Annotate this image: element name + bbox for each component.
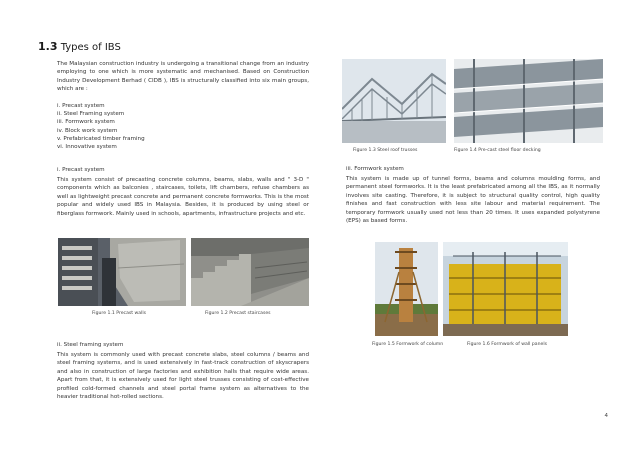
precast-walls-photo xyxy=(58,238,186,306)
formwork-paragraph: This system is made up of tunnel forms, beams and columns moulding forms, and permanent steel formworks. It is the least prefabricated among all the IBS, as it normally involves site casting. Therefore, it is subject to structural quality control, high quality finishes and fast construction with less site labour and material requirement. The temporary formwork usually used not less than 20 times. It uses expanded polystyrene (EPS) as based forms. xyxy=(346,176,600,225)
figure-1-5-caption: Figure 1.5 Formwork of column xyxy=(372,342,444,347)
steel-heading: ii. Steel framing system xyxy=(57,342,124,348)
formwork-heading: iii. Formwork system xyxy=(346,166,404,172)
steel-floor-decking-photo xyxy=(454,59,603,143)
list-item: iv. Block work system xyxy=(57,127,118,134)
figure-1-2-caption: Figure 1.2 Precast staircases xyxy=(205,311,271,316)
figure-1-3-caption: Figure 1.3 Steel roof trusses xyxy=(353,148,418,153)
figure-1-1-caption: Figure 1.1 Precast walls xyxy=(92,311,147,316)
intro-paragraph: The Malaysian construction industry is undergoing a transitional change from an industry employing to one which is more systematic and mechanised. Based on Construction Industry Development Berhad ( CIDB ), IBS is structurally classified into six main groups, which are : xyxy=(57,61,309,93)
steel-paragraph: This system is commonly used with precast concrete slabs, steel columns / beams and steel framing systems, and is used extensively in fast-track construction of skyscrapers and also in construction of large factories and exhibition halls that require wide areas. Apart from that, it is extensively used for light steel trusses consisting of cost-effective profiled cold-formed channels and steel portal frame system as alternatives to the heavier traditional hot-rolled sections. xyxy=(57,352,309,401)
list-item: v. Prefabricated timber framing xyxy=(57,135,145,142)
section-title: Types of IBS xyxy=(60,42,121,53)
section-number: 1.3 xyxy=(38,40,58,53)
list-item: ii. Steel Framing system xyxy=(57,111,125,118)
precast-heading: i. Precast system xyxy=(57,167,105,173)
column-formwork-photo xyxy=(375,242,438,336)
wall-panel-formwork-photo xyxy=(443,242,568,336)
precast-staircases-photo xyxy=(191,238,309,306)
page-number: 4 xyxy=(604,413,608,419)
section-heading xyxy=(38,40,121,53)
list-item: i. Precast system xyxy=(57,103,105,109)
steel-roof-trusses-photo xyxy=(342,59,446,143)
list-item: vi. Innovative system xyxy=(57,144,117,151)
figure-1-6-caption: Figure 1.6 Formwork of wall panels xyxy=(467,342,548,347)
precast-paragraph: This system consist of precasting concrete columns, beams, slabs, walls and " 3-D " components which as balconies , staircases, toilets, lift chambers, refuse chambers as well as lightweight precast concrete and permanent concrete formworks. This is the most popular and widely used IBS in Malaysia. Besides, it is produced by using steel or fiberglass formwork. Mainly used in schools, apartments, infrastructure projects and etc. xyxy=(57,177,309,217)
ibs-group-list xyxy=(57,102,257,151)
list-item: iii. Formwork system xyxy=(57,119,115,126)
figure-1-4-caption: Figure 1.4 Pre-cast steel floor decking xyxy=(454,148,541,153)
